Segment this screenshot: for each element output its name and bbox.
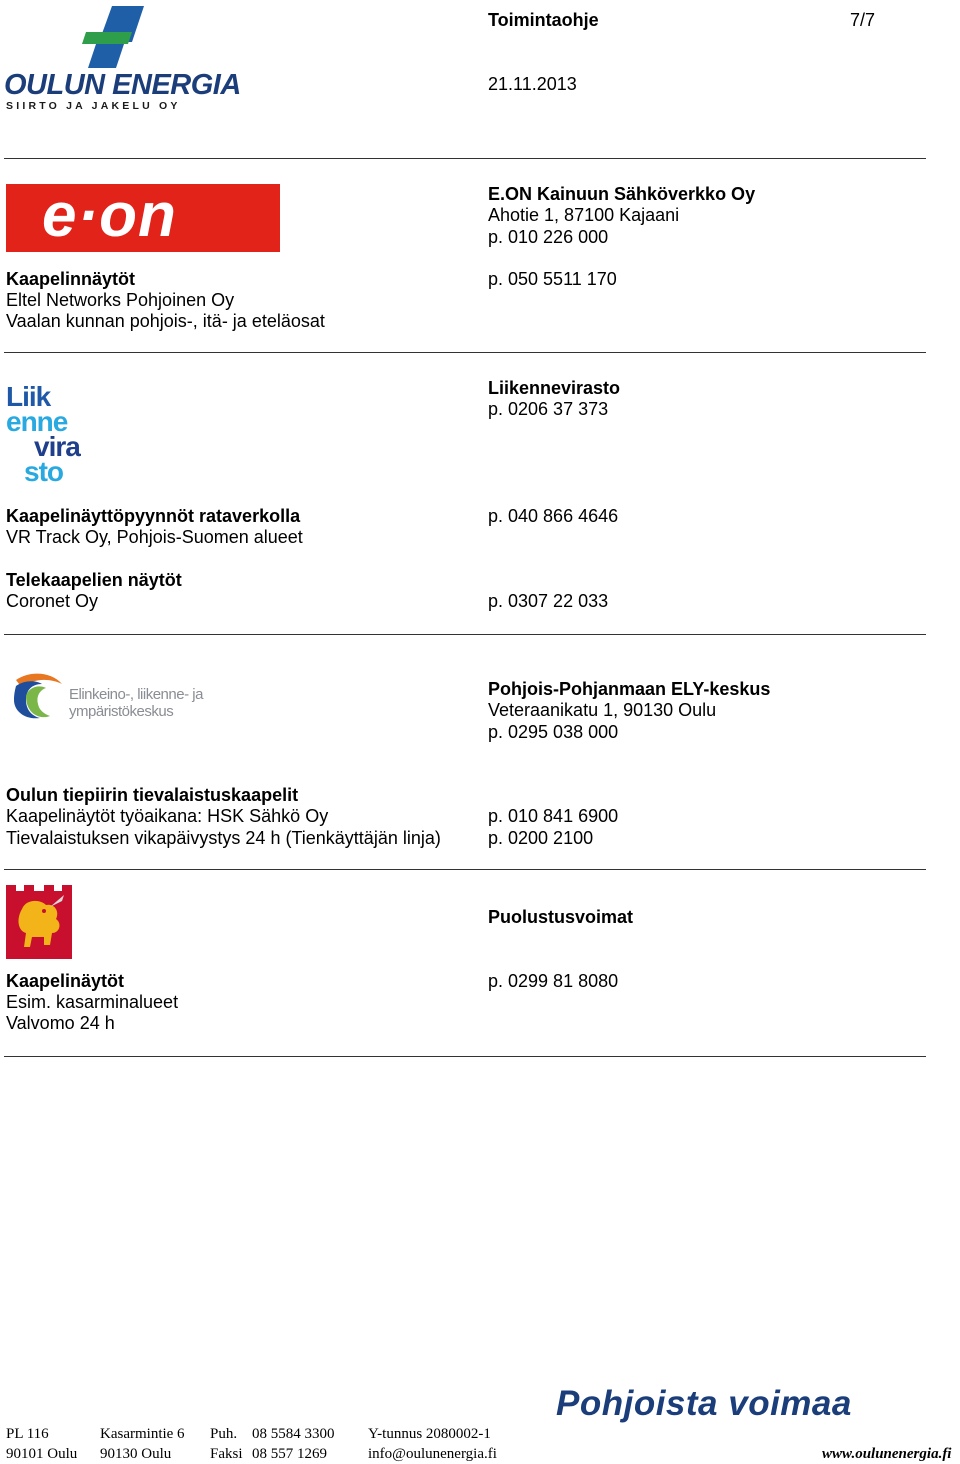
logo-sub: SIIRTO JA JAKELU OY — [6, 100, 181, 112]
eon-logo — [6, 181, 280, 252]
eon-address: Ahotie 1, 87100 Kajaani — [488, 205, 680, 225]
liikennevirasto-org: Liikennevirasto — [488, 378, 621, 398]
divider — [4, 869, 926, 870]
footer-phone-label: Puh. — [210, 1426, 238, 1442]
divider — [4, 158, 926, 159]
pv-item-line2: Valvomo 24 h — [6, 1013, 115, 1033]
footer-phone-value: 08 5584 3300 — [252, 1426, 335, 1442]
pv-item-phone: p. 0299 81 8080 — [488, 971, 619, 991]
logo-line: vira — [34, 431, 80, 462]
rail-item-title: Kaapelinäyttöpyynnöt rataverkolla — [6, 506, 301, 526]
footer-business-id: Y-tunnus 2080002-1 — [368, 1426, 491, 1442]
divider — [4, 1056, 926, 1057]
rail-item-phone: p. 040 866 4646 — [488, 506, 619, 526]
tele-item-title: Telekaapelien näytöt — [6, 570, 182, 590]
tele-item-line: Coronet Oy — [6, 591, 99, 611]
footer-slogan: Pohjoista voimaa — [556, 1384, 852, 1423]
doc-date: 21.11.2013 — [488, 74, 577, 94]
eon-item-title: Kaapelinnäytöt — [6, 269, 136, 289]
footer-fax-value: 08 557 1269 — [252, 1446, 327, 1462]
footer-fax-label: Faksi — [210, 1446, 243, 1462]
eon-item-line1: Eltel Networks Pohjoinen Oy — [6, 290, 235, 310]
footer-city: 90130 Oulu — [100, 1446, 172, 1462]
eon-logo-text: e·on — [42, 181, 177, 250]
ely-item-line2: Tievalaistuksen vikapäivystys 24 h (Tienkäyttäjän linja) — [6, 828, 441, 848]
ely-logo-line1: Elinkeino-, liikenne- ja — [69, 686, 203, 703]
oulun-energia-logo — [4, 4, 241, 112]
puolustusvoimat-lion-icon — [6, 885, 72, 959]
logo-name: OULUN ENERGIA — [4, 69, 241, 101]
liikennevirasto-logo — [6, 381, 102, 488]
liikennevirasto-phone: p. 0206 37 373 — [488, 399, 609, 419]
eon-item-phone: p. 050 5511 170 — [488, 269, 617, 289]
logo-line: sto — [24, 456, 63, 487]
eon-phone: p. 010 226 000 — [488, 227, 609, 247]
puolustusvoimat-org: Puolustusvoimat — [488, 907, 634, 927]
pv-item-title: Kaapelinäytöt — [6, 971, 125, 991]
divider — [4, 634, 926, 635]
eon-org: E.ON Kainuun Sähköverkko Oy — [488, 184, 756, 204]
oulun-energia-mark-icon — [4, 4, 218, 74]
rail-item-line: VR Track Oy, Pohjois-Suomen alueet — [6, 527, 303, 547]
ely-emblem-icon — [12, 670, 64, 724]
ely-item-title: Oulun tiepiirin tievalaistuskaapelit — [6, 785, 299, 805]
logo-line: enne — [6, 406, 68, 437]
ely-phone: p. 0295 038 000 — [488, 722, 619, 742]
eon-item-line2: Vaalan kunnan pohjois-, itä- ja eteläosat — [6, 311, 325, 331]
ely-logo-line2: ympäristökeskus — [69, 703, 174, 720]
divider — [4, 352, 926, 353]
ely-logo — [12, 670, 222, 726]
tele-item-phone: p. 0307 22 033 — [488, 591, 609, 611]
logo-line: Liik — [6, 381, 51, 412]
pv-item-line1: Esim. kasarminalueet — [6, 992, 179, 1012]
ely-item-phone1: p. 010 841 6900 — [488, 806, 619, 826]
footer-website[interactable]: www.oulunenergia.fi — [822, 1446, 952, 1462]
ely-org: Pohjois-Pohjanmaan ELY-keskus — [488, 679, 771, 699]
footer-email[interactable]: info@oulunenergia.fi — [368, 1446, 497, 1462]
ely-address: Veteraanikatu 1, 90130 Oulu — [488, 700, 717, 720]
footer-po-box: PL 116 — [6, 1426, 49, 1442]
ely-item-line1: Kaapelinäytöt työaikana: HSK Sähkö Oy — [6, 806, 329, 826]
doc-type: Toimintaohje — [488, 10, 599, 30]
ely-item-phone2: p. 0200 2100 — [488, 828, 594, 848]
page-number: 7/7 — [850, 10, 876, 30]
footer-street: Kasarmintie 6 — [100, 1426, 185, 1442]
footer-po-city: 90101 Oulu — [6, 1446, 78, 1462]
